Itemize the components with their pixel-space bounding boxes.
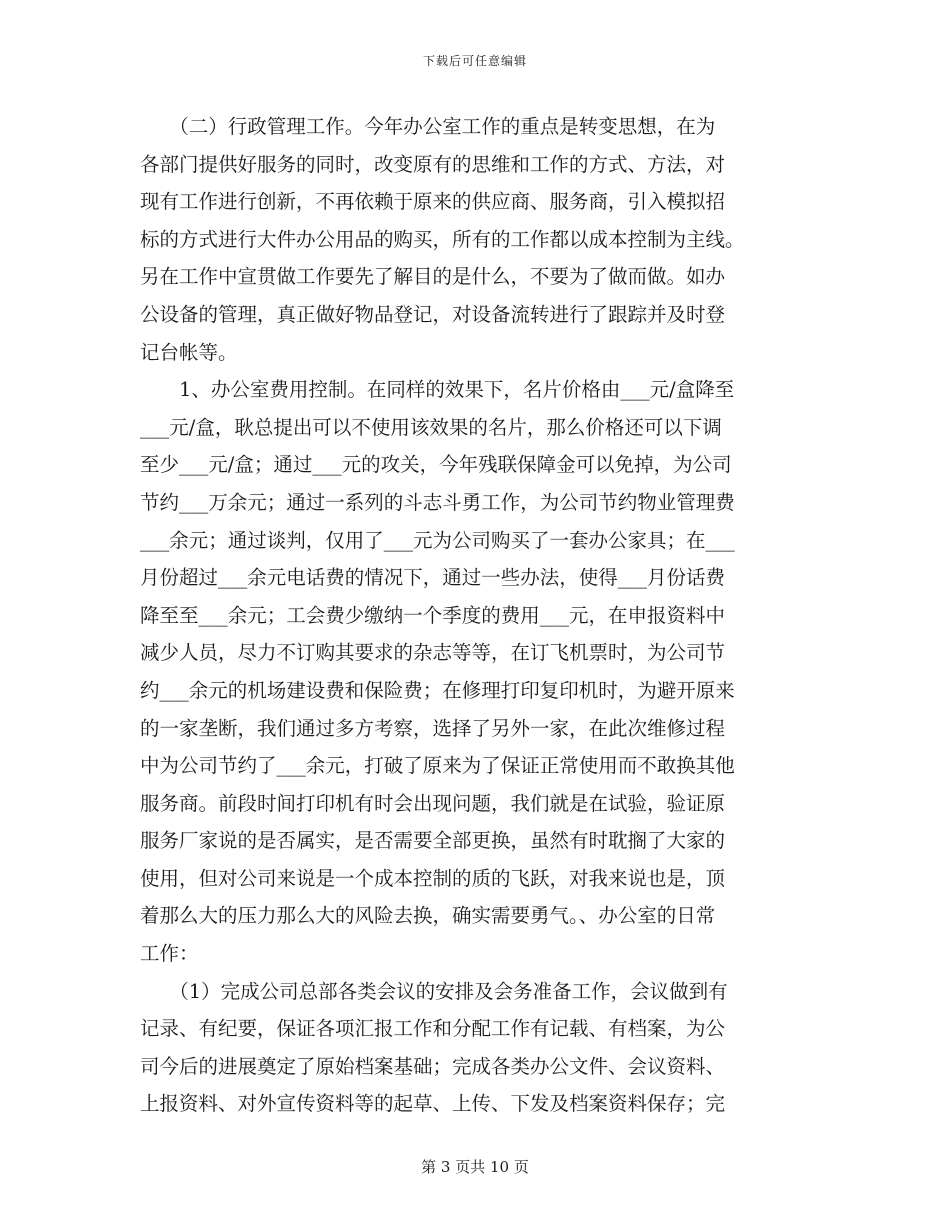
text-line: 工作： — [140, 942, 199, 966]
text-line: 各部门提供好服务的同时，改变原有的思维和工作的方式、方法，对 — [140, 152, 726, 176]
text-line: 着那么大的压力那么大的风险去换，确实需要勇气。、办公室的日常 — [140, 904, 716, 928]
text-line: 约___余元的机场建设费和保险费；在修理打印复印机时，为避开原来 — [140, 678, 735, 702]
text-line: （1）完成公司总部各类会议的安排及会务准备工作，会议做到有 — [140, 979, 728, 1003]
text-line: 现有工作进行创新，不再依赖于原来的供应商、服务商，引入模拟招 — [140, 190, 726, 214]
text-line: 节约___万余元；通过一系列的斗志斗勇工作，为公司节约物业管理费 — [140, 490, 735, 514]
text-line: 公设备的管理，真正做好物品登记，对设备流转进行了跟踪并及时登 — [140, 302, 726, 326]
text-line: 服务商。前段时间打印机有时会出现问题，我们就是在试验，验证原 — [140, 791, 726, 815]
text-line: 司今后的进展奠定了原始档案基础；完成各类办公文件、会议资料、 — [140, 1054, 726, 1078]
text-line: 上报资料、对外宣传资料等的起草、上传、下发及档案资料保存；完 — [140, 1092, 726, 1116]
text-line: （二）行政管理工作。今年办公室工作的重点是转变思想，在为 — [140, 115, 716, 138]
text-line: ___余元；通过谈判，仅用了___元为公司购买了一套办公家具；在___ — [140, 528, 735, 552]
text-line: 服务厂家说的是否属实，是否需要全部更换，虽然有时耽搁了大家的 — [140, 829, 726, 853]
text-line: 降至至___余元；工会费少缴纳一个季度的费用___元，在申报资料中 — [140, 603, 726, 627]
text-line: 标的方式进行大件办公用品的购买，所有的工作都以成本控制为主线。 — [140, 227, 745, 251]
text-line: 的一家垄断，我们通过多方考察，选择了另外一家，在此次维修过程 — [140, 716, 726, 740]
text-line: 月份超过___余元电话费的情况下，通过一些办法，使得___月份话费 — [140, 566, 726, 590]
text-line: 记台帐等。 — [140, 340, 238, 364]
text-line: ___元/盒，耿总提出可以不使用该效果的名片，那么价格还可以下调 — [140, 415, 722, 439]
text-line: 1、办公室费用控制。在同样的效果下，名片价格由___元/盒降至 — [140, 378, 735, 402]
document-body — [140, 108, 810, 1123]
text-line: 另在工作中宣贯做工作要先了解目的是什么，不要为了做而做。如办 — [140, 265, 726, 289]
text-line: 减少人员，尽力不订购其要求的杂志等等，在订飞机票时，为公司节 — [140, 641, 726, 665]
text-line: 至少___元/盒；通过___元的攻关，今年残联保障金可以免掉，为公司 — [140, 453, 732, 477]
text-line: 记录、有纪要，保证各项汇报工作和分配工作有记载、有档案，为公 — [140, 1017, 726, 1041]
page-header: 下载后可任意编辑 — [422, 54, 527, 68]
text-line: 使用，但对公司来说是一个成本控制的质的飞跃，对我来说也是，顶 — [140, 866, 726, 890]
text-line: 中为公司节约了___余元，打破了原来为了保证正常使用而不敢换其他 — [140, 754, 735, 778]
page-number: 第 3 页共 10 页 — [421, 1158, 529, 1176]
